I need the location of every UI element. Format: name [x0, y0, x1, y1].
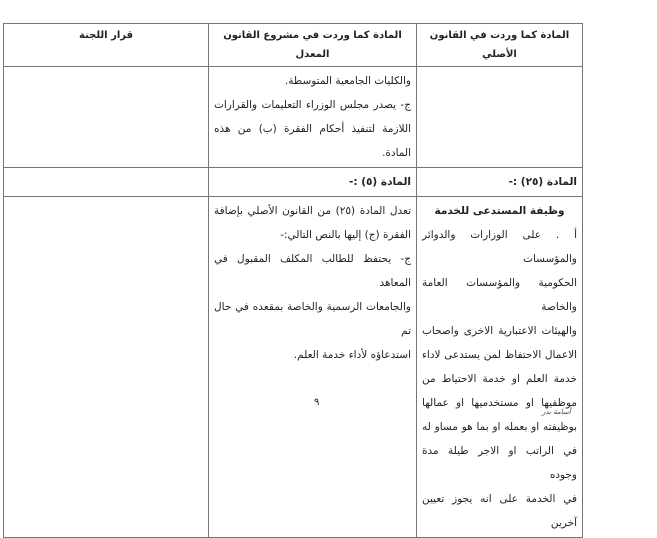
header-amended: المادة كما وردت في مشروع القانون المعدل [209, 24, 417, 67]
cell-original [417, 197, 583, 538]
cell-amended [209, 197, 417, 538]
text-line: في الراتب او الاجر طيلة مدة وجوده [422, 445, 577, 481]
text-line: تعدل المادة (٢٥) من القانون الأصلي بإضافة [214, 205, 411, 217]
header-committee: قرار اللجنة [4, 24, 209, 67]
cell-committee [4, 67, 209, 168]
text-line: ج- يحتفظ للطالب المكلف المقبول في المعاهد [214, 253, 411, 289]
text-line: في الخدمة على انه يجوز تعيين آخرين [422, 493, 577, 529]
cell-committee [4, 168, 209, 197]
table-row [4, 197, 583, 538]
text-line: بوظيفته او بعمله او بما هو مساو له [422, 421, 577, 433]
table-row [4, 67, 583, 168]
signature: أسامة بدر [542, 408, 571, 416]
text-line: الاعمال الاحتفاظ لمن يستدعى لاداء [422, 349, 577, 361]
text-line: الحكومية والمؤسسات العامة والخاصة [422, 277, 577, 313]
article-heading-amended: المادة (٥) :- [209, 168, 417, 197]
text-line: الفقرة (ج) إليها بالنص التالي:- [280, 229, 411, 241]
page-number: ٩ [314, 397, 320, 408]
text-line: استدعاؤه لأداء خدمة العلم. [293, 349, 411, 361]
header-row [4, 24, 583, 67]
text-line: خدمة العلم او خدمة الاحتياط من [422, 373, 577, 385]
article-heading-original: المادة (٢٥) :- [417, 168, 583, 197]
cell-committee [4, 197, 209, 538]
text-line: موظفيها او مستخدميها او عمالها [422, 397, 577, 409]
table-row [4, 168, 583, 197]
header-original: المادة كما وردت في القانون الأصلي [417, 24, 583, 67]
text-line: والكليات الجامعية المتوسطة. [284, 75, 411, 87]
text-line: والهيئات الاعتبارية الاخرى واصحاب [422, 325, 577, 337]
text-line: ج- يصدر مجلس الوزراء التعليمات والقرارات [214, 99, 411, 111]
text-line: والجامعات الرسمية والخاصة بمقعده في حال تم [214, 301, 411, 337]
cell-amended [209, 67, 417, 168]
text-line: أ . على الوزارات والدوائر والمؤسسات [422, 229, 577, 265]
article-title: وظيفة المستدعى للخدمة [434, 205, 565, 217]
comparison-table [3, 23, 583, 538]
cell-original [417, 67, 583, 168]
text-line: اللازمة لتنفيذ أحكام الفقرة (ب) من هذه المادة. [214, 123, 411, 159]
